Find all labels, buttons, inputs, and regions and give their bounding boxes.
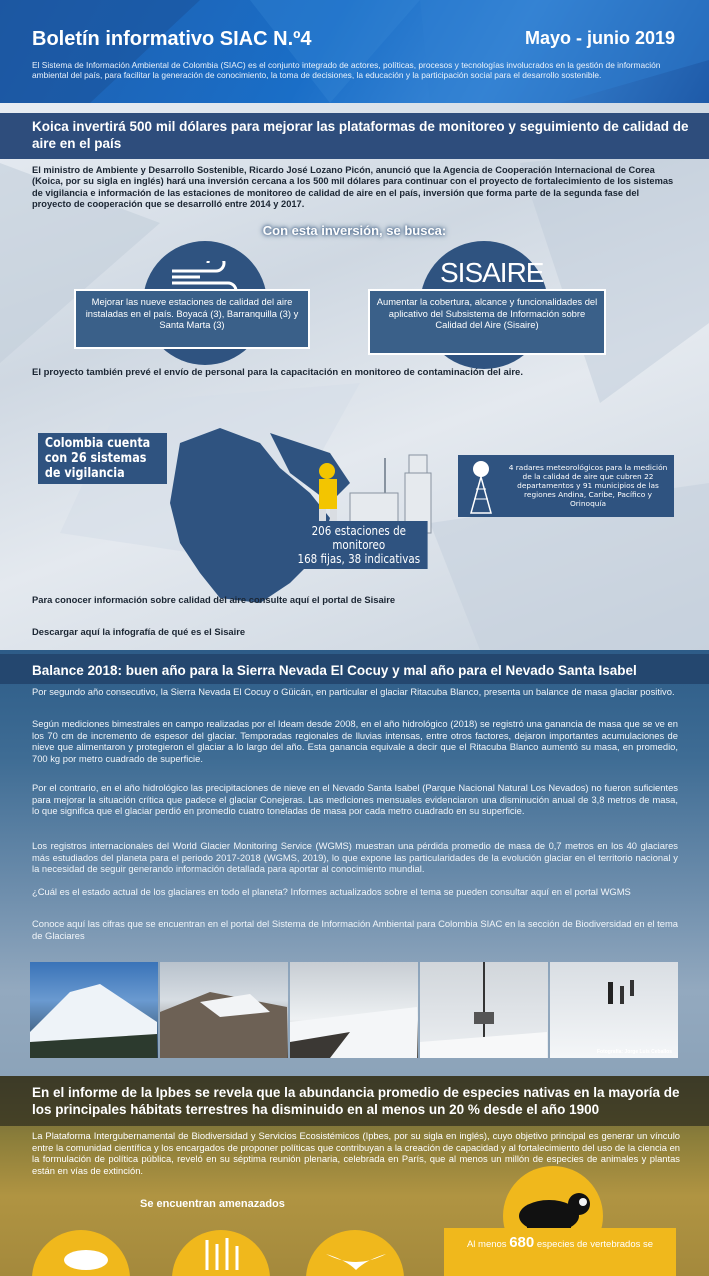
section-title-bar xyxy=(0,654,709,684)
section-glaciers xyxy=(0,650,709,1076)
paragraph: Según mediciones bimestrales en campo realizadas por el Ideam desde 2008, en el año hidrológico (2018) se registró una ganancia de masa que se ve en los 70 cm de incremento de espesor del glaciar. Temporadas regionales de lluvias intensas, entre otros factores, dejaron importantes acumulaciones de nieve que alimentaron y protegieron el glaciar a lo largo del año. Esta ganancia equivale a decir que el Ritacuba Blanco aumentó su masa, en promedio, 700 kg por metro cuadrado de superficie. xyxy=(32,718,678,764)
vertebrates-count: 680 xyxy=(509,1234,535,1251)
whale-tail-icon xyxy=(306,1230,404,1276)
goal-stations-box: Mejorar las nueve estaciones de calidad del aire instaladas en el país. Boyacá (3), Barranquilla (3) y Santa Marta (3) xyxy=(74,289,310,349)
stations-breakdown: 168 fijas, 38 indicativas xyxy=(297,552,421,566)
stations-count: 206 estaciones de monitoreo xyxy=(311,524,406,552)
section-title-bar xyxy=(0,113,709,159)
radar-tower-icon xyxy=(466,459,496,515)
radar-info-box: 4 radares meteorológicos para la medición de la calidad de aire que cubren 22 departamentos y 91 municipios de las regiones Andina, Caribe, Pacífico y Orinoquía xyxy=(458,455,674,517)
header-background xyxy=(0,0,709,103)
section-title: Koica invertirá 500 mil dólares para mejorar las plataformas de monitoreo y seguimiento de calidad de aire en el país xyxy=(32,119,689,151)
coral-circle xyxy=(172,1230,270,1276)
training-note: El proyecto también prevé el envío de personal para la capacitación en monitoreo de contaminación del aire. xyxy=(32,367,523,378)
vertebrates-prefix: Al menos xyxy=(466,1239,507,1250)
marine-circle xyxy=(306,1230,404,1276)
section-body: El ministro de Ambiente y Desarrollo Sostenible, Ricardo José Lozano Picón, anunció que la Agencia de Cooperación Internacional de Corea (Koica, por su sigla en inglés) hará una inversión cercana a los 500 mil dólares para continuar con el proyecto de fortalecimiento de los sistemas de vigilancia e información de las estaciones de monitoreo de calidad de aire en el país, inversión que forma parte de la segunda fase del proyecto de cooperación que se desarrolló entre 2014 y 2017. xyxy=(32,165,674,209)
paragraph: Por segundo año consecutivo, la Sierra Nevada El Cocuy o Güicán, en particular el glaciar Ritacuba Blanco, presenta un balance de masa glaciar positivo. xyxy=(32,686,675,697)
coral-icon xyxy=(172,1230,270,1276)
bulletin-date: Mayo - junio 2019 xyxy=(524,28,675,48)
glacier-photo-strip xyxy=(30,962,678,1058)
bulletin-title: Boletín informativo SIAC N.º4 xyxy=(32,28,312,50)
glacier-photo xyxy=(160,962,288,1058)
vertebrates-box xyxy=(444,1228,676,1276)
siac-glaciers-link[interactable]: Conoce aquí las cifras que se encuentran en el portal del Sistema de Información Ambiental para Colombia SIAC en la sección de Biodiversidad en el tema de Glaciares xyxy=(32,918,678,941)
glacier-photo xyxy=(420,962,548,1058)
section-title: Balance 2018: buen año para la Sierra Nevada El Cocuy y mal año para el Nevado Santa Isabel xyxy=(32,663,637,678)
stations-label xyxy=(290,521,428,569)
sisaire-portal-link[interactable]: Para conocer información sobre calidad del aire consulte aquí el portal de Sisaire xyxy=(32,594,396,605)
intro-text: El Sistema de Información Ambiental de Colombia (SIAC) es el conjunto integrado de actores, políticas, procesos y tecnologías involucrados en la gestión de información ambiental del país, para facilitar la generación de conocimiento, la toma de decisiones, la educación y la participación social para el desarrollo sostenible. xyxy=(32,60,661,80)
sisaire-logo: SISAIRE xyxy=(440,257,544,288)
threatened-label: Se encuentran amenazados xyxy=(140,1198,285,1210)
glacier-photo xyxy=(290,962,418,1058)
section-subtitle: Con esta inversión, se busca: xyxy=(262,223,447,238)
photo-credit: Fotografía: Jorge Luis Ceballos xyxy=(596,1049,672,1055)
amphibian-circle xyxy=(32,1230,130,1276)
section-title: En el informe de la Ipbes se revela que la abundancia promedio de especies nativas en la mayoría de los principales hábitats terrestres ha disminuido en al menos un 20 % desde el año 1900 xyxy=(32,1085,680,1117)
section-ipbes xyxy=(0,1076,709,1276)
glacier-photo xyxy=(30,962,158,1058)
glacier-photo xyxy=(550,962,678,1058)
section-body: La Plataforma Intergubernamental de Biodiversidad y Servicios Ecosistémicos (Ipbes, por su sigla en inglés), cuyo objetivo principal es generar un vínculo entre la comunidad científica y los encargados de proponer políticas que contribuyan a la creación de capacidad y al fortalecimiento del uso de la ciencia en la formulación de política pública, reveló en su séptima reunión plenaria, celebrada en París, que al menos un millón de especies de animales y plantas están en vías de extinción. xyxy=(32,1130,680,1176)
wgms-link[interactable]: ¿Cuál es el estado actual de los glaciares en todo el planeta? Informes actualizados sobre el tema se pueden consultar aquí en el portal WGMS xyxy=(32,886,631,897)
vertebrates-suffix: especies de vertebrados se xyxy=(536,1239,654,1250)
goal-sisaire-box: Aumentar la cobertura, alcance y funcionalidades del aplicativo del Subsistema de Información sobre Calidad del Aire (Sisaire) xyxy=(368,289,606,355)
header-banner xyxy=(0,0,709,103)
section-koica xyxy=(0,103,709,650)
sisaire-infographic-link[interactable]: Descargar aquí la infografía de qué es el Sisaire xyxy=(32,626,246,637)
colombia-label: Colombia cuenta con 26 sistemas de vigilancia xyxy=(38,433,167,484)
section-title-bar xyxy=(0,1076,709,1126)
paragraph: Por el contrario, en el año hidrológico las precipitaciones de nieve en el Nevado Santa Isabel (Parque Nacional Natural Los Nevados) no fueron suficientes para mejorar la situación crítica que padece el glaciar Conejeras. Las mediciones mensuales evidenciaron una disminución anual de 3,8 metros de masa, lo que significa que el glaciar perdió en promedio cuatro toneladas de masa por cada metro cuadrado en su superficie. xyxy=(32,782,678,816)
frog-icon xyxy=(32,1230,130,1276)
paragraph: Los registros internacionales del World Glacier Monitoring Service (WGMS) muestran una pérdida promedio de masa de 0,7 metros en los 40 glaciares más estudiados del planeta para el periodo 2017-2018 (WGMS, 2019), lo que expone las particularidades de la evolución glaciar en el territorio nacional y la necesidad de seguir generando información detallada para aportar al conocimiento mundial. xyxy=(32,840,678,874)
